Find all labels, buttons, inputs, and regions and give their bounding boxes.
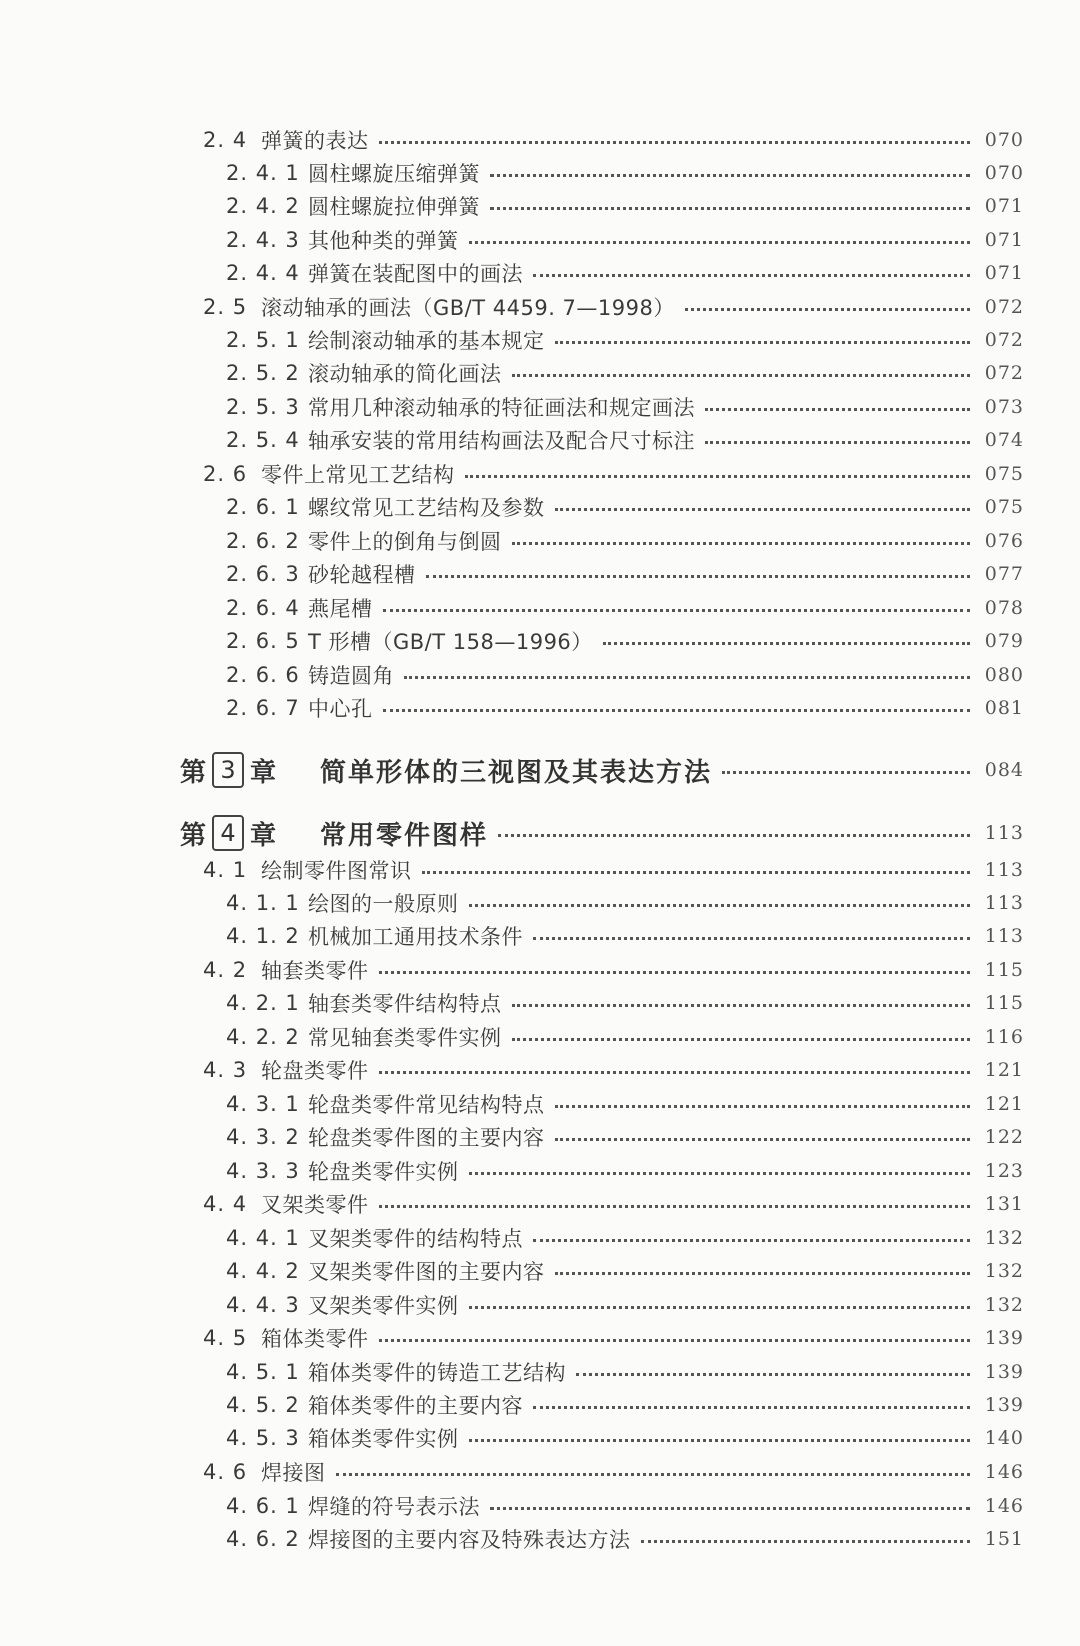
toc-entry <box>226 391 1024 423</box>
section-title: 机械加工通用技术条件 <box>308 925 523 949</box>
section-title: 箱体类零件 <box>261 1327 369 1351</box>
toc-entry <box>203 854 1024 886</box>
dot-leader <box>465 475 971 478</box>
toc-entry <box>226 1523 1024 1555</box>
section-number: 4. 4 <box>203 1192 248 1216</box>
section-title: 燕尾槽 <box>308 597 373 621</box>
page-number: 073 <box>984 396 1024 418</box>
section-title: 弹簧在装配图中的画法 <box>308 262 523 286</box>
section-title: 箱体类零件的铸造工艺结构 <box>308 1361 566 1385</box>
toc-entry <box>203 458 1024 490</box>
toc-entry <box>226 491 1024 523</box>
dot-leader <box>576 1373 970 1376</box>
page-number: 074 <box>984 429 1024 451</box>
section-number: 4. 4. 3 <box>226 1293 300 1317</box>
page-number: 139 <box>984 1327 1024 1349</box>
page-number: 113 <box>984 822 1024 844</box>
toc-entry <box>226 1289 1024 1321</box>
section-title: 箱体类零件的主要内容 <box>308 1394 523 1418</box>
toc-entry <box>226 987 1024 1019</box>
section-number: 4. 2 <box>203 958 248 982</box>
toc-entry <box>226 190 1024 222</box>
section-title: 轴套类零件 <box>261 959 369 983</box>
section-number: 2. 4. 3 <box>226 228 300 252</box>
section-number: 4. 1. 1 <box>226 891 300 915</box>
section-title: 叉架类零件实例 <box>308 1294 459 1318</box>
section-number: 4. 5 <box>203 1326 248 1350</box>
section-number: 4. 3. 1 <box>226 1092 300 1116</box>
toc-entry <box>203 1322 1024 1354</box>
page-number: 077 <box>984 563 1024 585</box>
dot-leader <box>533 937 970 940</box>
page-number: 076 <box>984 530 1024 552</box>
dot-leader <box>490 207 970 210</box>
toc-entry <box>226 257 1024 289</box>
section-title: T 形槽（GB/T 158—1996） <box>308 630 593 654</box>
page-number: 070 <box>984 162 1024 184</box>
page-number: 122 <box>984 1126 1024 1148</box>
dot-leader <box>685 308 970 311</box>
toc-entry <box>226 887 1024 919</box>
page-number: 079 <box>984 630 1024 652</box>
dot-leader <box>379 1339 971 1342</box>
page-number: 078 <box>984 597 1024 619</box>
dot-leader <box>555 508 971 511</box>
toc-entry <box>203 1456 1024 1488</box>
toc-entry <box>226 659 1024 691</box>
dot-leader <box>512 374 971 377</box>
section-title: 焊缝的符号表示法 <box>308 1495 480 1519</box>
page-number: 072 <box>984 362 1024 384</box>
section-number: 2. 4 <box>203 128 248 152</box>
chapter-number: 3 <box>212 752 244 788</box>
section-title: 圆柱螺旋拉伸弹簧 <box>308 195 480 219</box>
dot-leader <box>533 274 970 277</box>
section-number: 2. 4. 4 <box>226 261 300 285</box>
section-number: 2. 5 <box>203 295 248 319</box>
page-number: 071 <box>984 262 1024 284</box>
page-number: 071 <box>984 229 1024 251</box>
section-number: 2. 5. 1 <box>226 328 300 352</box>
page-number: 116 <box>984 1026 1024 1048</box>
page-number: 115 <box>984 992 1024 1014</box>
page-number: 113 <box>984 859 1024 881</box>
toc-entry <box>203 954 1024 986</box>
section-title: 轮盘类零件图的主要内容 <box>308 1126 545 1150</box>
section-title: 轮盘类零件实例 <box>308 1160 459 1184</box>
section-title: 其他种类的弹簧 <box>308 229 459 253</box>
section-number: 4. 2. 2 <box>226 1025 300 1049</box>
section-title: 焊接图 <box>261 1461 326 1485</box>
section-number: 4. 3 <box>203 1058 248 1082</box>
page-number: 139 <box>984 1394 1024 1416</box>
toc-entry <box>203 1054 1024 1086</box>
dot-leader <box>379 141 971 144</box>
page-number: 146 <box>984 1495 1024 1517</box>
dot-leader <box>498 834 970 837</box>
toc-entry <box>226 1155 1024 1187</box>
dot-leader <box>512 1004 971 1007</box>
section-title: 箱体类零件实例 <box>308 1427 459 1451</box>
toc-entry <box>226 920 1024 952</box>
section-number: 4. 5. 2 <box>226 1393 300 1417</box>
dot-leader <box>555 1105 971 1108</box>
section-number: 4. 3. 2 <box>226 1125 300 1149</box>
section-number: 2. 6. 4 <box>226 596 300 620</box>
page-number: 071 <box>984 195 1024 217</box>
dot-leader <box>383 709 971 712</box>
dot-leader <box>379 1205 971 1208</box>
section-title: 轮盘类零件常见结构特点 <box>308 1093 545 1117</box>
toc-entry <box>226 558 1024 590</box>
section-title: 铸造圆角 <box>308 664 394 688</box>
toc-entry <box>226 525 1024 557</box>
toc-entry <box>226 424 1024 456</box>
dot-leader <box>603 642 970 645</box>
section-title: 绘制零件图常识 <box>261 859 412 883</box>
section-number: 2. 5. 4 <box>226 428 300 452</box>
section-title: 叉架类零件 <box>261 1193 369 1217</box>
dot-leader <box>533 1239 970 1242</box>
dot-leader <box>641 1540 971 1543</box>
toc-entry <box>226 1088 1024 1120</box>
chapter-title: 常用零件图样 <box>320 820 489 851</box>
page-number: 070 <box>984 129 1024 151</box>
dot-leader <box>512 542 971 545</box>
section-number: 4. 3. 3 <box>226 1159 300 1183</box>
chapter-prefix: 第 <box>180 820 207 851</box>
page-number: 072 <box>984 296 1024 318</box>
dot-leader <box>555 341 971 344</box>
chapter-label <box>180 815 320 852</box>
toc-chapter-entry <box>180 811 1024 855</box>
page-number: 075 <box>984 496 1024 518</box>
section-number: 4. 1 <box>203 858 248 882</box>
section-number: 2. 5. 2 <box>226 361 300 385</box>
dot-leader <box>469 1306 971 1309</box>
page-number: 075 <box>984 463 1024 485</box>
dot-leader <box>469 1439 971 1442</box>
toc-entry <box>203 1188 1024 1220</box>
section-number: 4. 2. 1 <box>226 991 300 1015</box>
toc-entry <box>226 324 1024 356</box>
dot-leader <box>469 241 971 244</box>
section-number: 4. 6 <box>203 1460 248 1484</box>
toc-entry <box>226 357 1024 389</box>
toc-entry <box>226 692 1024 724</box>
section-title: 常用几种滚动轴承的特征画法和规定画法 <box>308 396 695 420</box>
page-number: 132 <box>984 1294 1024 1316</box>
dot-leader <box>404 676 970 679</box>
section-number: 4. 5. 3 <box>226 1426 300 1450</box>
toc-entry <box>226 157 1024 189</box>
section-title: 滚动轴承的画法（GB/T 4459. 7—1998） <box>261 296 675 320</box>
dot-leader <box>705 408 970 411</box>
section-title: 螺纹常见工艺结构及参数 <box>308 496 545 520</box>
section-number: 4. 4. 2 <box>226 1259 300 1283</box>
page-number: 081 <box>984 697 1024 719</box>
toc-entry <box>226 224 1024 256</box>
toc-entry <box>226 1389 1024 1421</box>
dot-leader <box>490 1507 970 1510</box>
section-number: 2. 6. 5 <box>226 629 300 653</box>
section-title: 零件上常见工艺结构 <box>261 463 455 487</box>
chapter-suffix: 章 <box>250 820 277 851</box>
section-number: 2. 6. 3 <box>226 562 300 586</box>
chapter-suffix: 章 <box>250 757 277 788</box>
section-number: 2. 6. 2 <box>226 529 300 553</box>
chapter-prefix: 第 <box>180 757 207 788</box>
dot-leader <box>512 1038 971 1041</box>
section-number: 2. 4. 2 <box>226 194 300 218</box>
section-number: 4. 5. 1 <box>226 1360 300 1384</box>
toc-entry <box>226 625 1024 657</box>
section-title: 焊接图的主要内容及特殊表达方法 <box>308 1528 631 1552</box>
section-number: 2. 4. 1 <box>226 161 300 185</box>
toc-entry <box>226 1422 1024 1454</box>
page-number: 132 <box>984 1227 1024 1249</box>
section-number: 2. 6. 1 <box>226 495 300 519</box>
toc-entry <box>226 1222 1024 1254</box>
dot-leader <box>422 871 971 874</box>
chapter-label <box>180 752 320 789</box>
page-number: 084 <box>984 759 1024 781</box>
dot-leader <box>490 174 970 177</box>
toc-entry <box>226 1255 1024 1287</box>
section-title: 绘图的一般原则 <box>308 892 459 916</box>
toc-entry <box>226 1490 1024 1522</box>
page-number: 131 <box>984 1193 1024 1215</box>
section-title: 零件上的倒角与倒圆 <box>308 530 502 554</box>
chapter-number: 4 <box>212 815 244 851</box>
dot-leader <box>379 1071 971 1074</box>
page-number: 132 <box>984 1260 1024 1282</box>
page-number: 121 <box>984 1093 1024 1115</box>
section-title: 轮盘类零件 <box>261 1059 369 1083</box>
page-number: 072 <box>984 329 1024 351</box>
dot-leader <box>469 904 971 907</box>
page-number: 151 <box>984 1528 1024 1550</box>
dot-leader <box>426 575 971 578</box>
section-number: 2. 6. 7 <box>226 696 300 720</box>
dot-leader <box>555 1272 971 1275</box>
section-title: 常见轴套类零件实例 <box>308 1026 502 1050</box>
section-number: 2. 5. 3 <box>226 395 300 419</box>
toc-chapter-entry <box>180 748 1024 792</box>
section-title: 叉架类零件图的主要内容 <box>308 1260 545 1284</box>
page-number: 146 <box>984 1461 1024 1483</box>
page-number: 080 <box>984 664 1024 686</box>
dot-leader <box>722 771 970 774</box>
section-title: 叉架类零件的结构特点 <box>308 1227 523 1251</box>
section-title: 轴套类零件结构特点 <box>308 992 502 1016</box>
section-title: 砂轮越程槽 <box>308 563 416 587</box>
toc-entry <box>226 1356 1024 1388</box>
toc-entry <box>226 592 1024 624</box>
section-number: 2. 6 <box>203 462 248 486</box>
dot-leader <box>379 971 971 974</box>
chapter-title: 简单形体的三视图及其表达方法 <box>320 757 713 788</box>
section-number: 4. 6. 2 <box>226 1527 300 1551</box>
dot-leader <box>383 609 971 612</box>
toc-entry <box>203 124 1024 156</box>
page-number: 113 <box>984 925 1024 947</box>
section-title: 圆柱螺旋压缩弹簧 <box>308 162 480 186</box>
toc-entry <box>203 291 1024 323</box>
page-number: 121 <box>984 1059 1024 1081</box>
section-title: 滚动轴承的简化画法 <box>308 362 502 386</box>
section-title: 轴承安装的常用结构画法及配合尺寸标注 <box>308 429 695 453</box>
toc-entry <box>226 1021 1024 1053</box>
dot-leader <box>469 1172 971 1175</box>
dot-leader <box>555 1138 971 1141</box>
section-number: 2. 6. 6 <box>226 663 300 687</box>
dot-leader <box>336 1473 971 1476</box>
section-number: 4. 1. 2 <box>226 924 300 948</box>
page-number: 123 <box>984 1160 1024 1182</box>
section-title: 中心孔 <box>308 697 373 721</box>
page-number: 115 <box>984 959 1024 981</box>
section-title: 绘制滚动轴承的基本规定 <box>308 329 545 353</box>
page-number: 140 <box>984 1427 1024 1449</box>
section-number: 4. 6. 1 <box>226 1494 300 1518</box>
page-number: 113 <box>984 892 1024 914</box>
page-number: 139 <box>984 1361 1024 1383</box>
section-title: 弹簧的表达 <box>261 129 369 153</box>
dot-leader <box>705 441 970 444</box>
section-number: 4. 4. 1 <box>226 1226 300 1250</box>
toc-entry <box>226 1121 1024 1153</box>
dot-leader <box>533 1406 970 1409</box>
